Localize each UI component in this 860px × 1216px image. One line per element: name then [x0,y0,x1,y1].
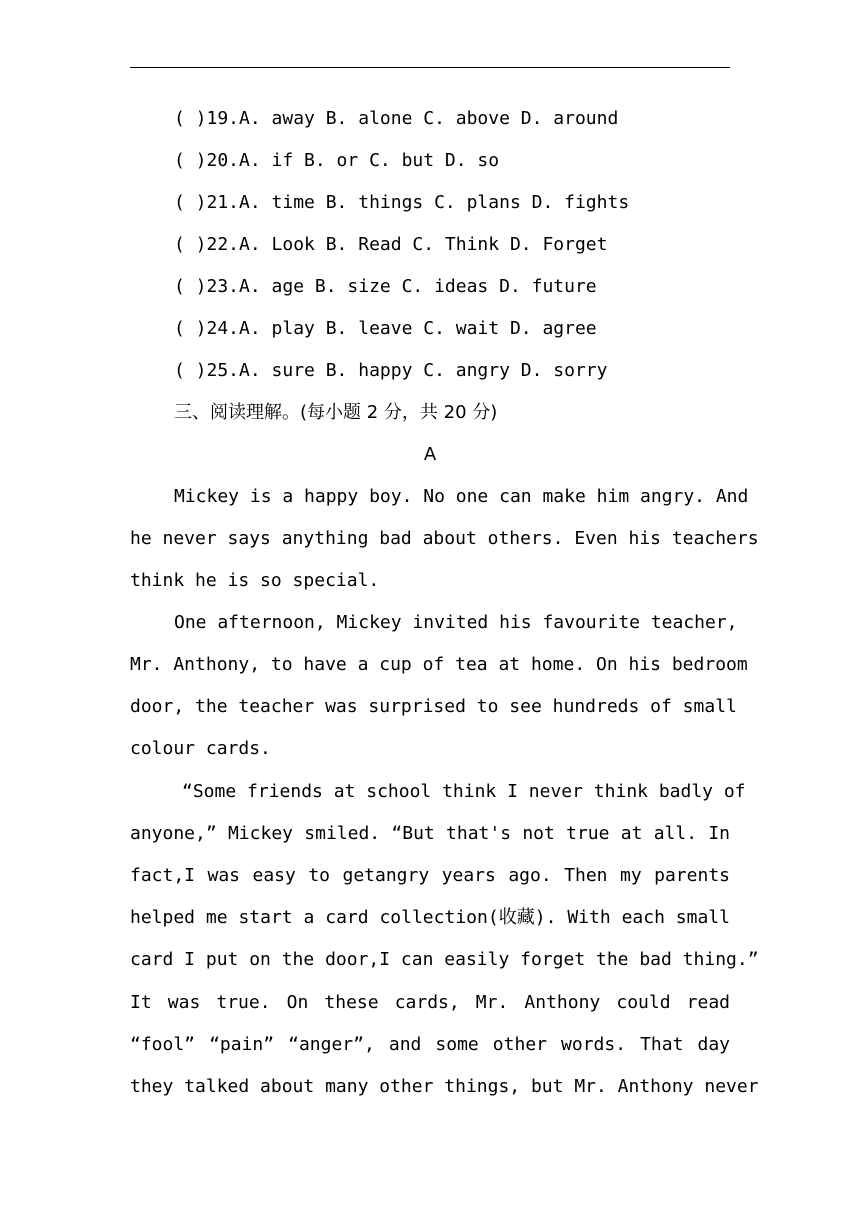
header-rule [130,67,730,68]
passage-line: “Some friends at school think I never think badly of [182,781,746,802]
passage-line: colour cards. [130,738,271,759]
section-heading: 三、阅读理解。(每小题 2 分，共 20 分) [174,402,498,423]
question-24: ( )24.A. play B. leave C. wait D. agree [174,318,597,339]
passage-line: It was true. On these cards, Mr. Anthony could read [130,992,730,1013]
question-21: ( )21.A. time B. things C. plans D. fights [174,192,630,213]
passage-line: they talked about many other things, but Mr. Anthony never [130,1076,759,1097]
passage-line: think he is so special. [130,570,380,591]
passage-line: One afternoon, Mickey invited his favourite teacher, [174,612,738,633]
question-22: ( )22.A. Look B. Read C. Think D. Forget [174,234,608,255]
passage-line: he never says anything bad about others. Even his teachers [130,528,759,549]
passage-line: “fool” “pain” “anger”, and some other words. That day [130,1034,730,1055]
question-23: ( )23.A. age B. size C. ideas D. future [174,276,597,297]
passage-line: Mickey is a happy boy. No one can make him angry. And [174,486,749,507]
question-20: ( )20.A. if B. or C. but D. so [174,150,500,171]
passage-line: card I put on the door,I can easily forget the bad thing.” [130,949,759,970]
question-25: ( )25.A. sure B. happy C. angry D. sorry [174,360,608,381]
passage-line: helped me start a card collection(收藏). With each small [130,907,730,928]
passage-label: A [423,444,437,465]
question-19: ( )19.A. away B. alone C. above D. around [174,108,619,129]
passage-line: fact,I was easy to getangry years ago. Then my parents [130,865,730,886]
passage-line: anyone,” Mickey smiled. “But that's not true at all. In [130,823,730,844]
passage-line: door, the teacher was surprised to see hundreds of small [130,696,737,717]
passage-line: Mr. Anthony, to have a cup of tea at home. On his bedroom [130,654,748,675]
